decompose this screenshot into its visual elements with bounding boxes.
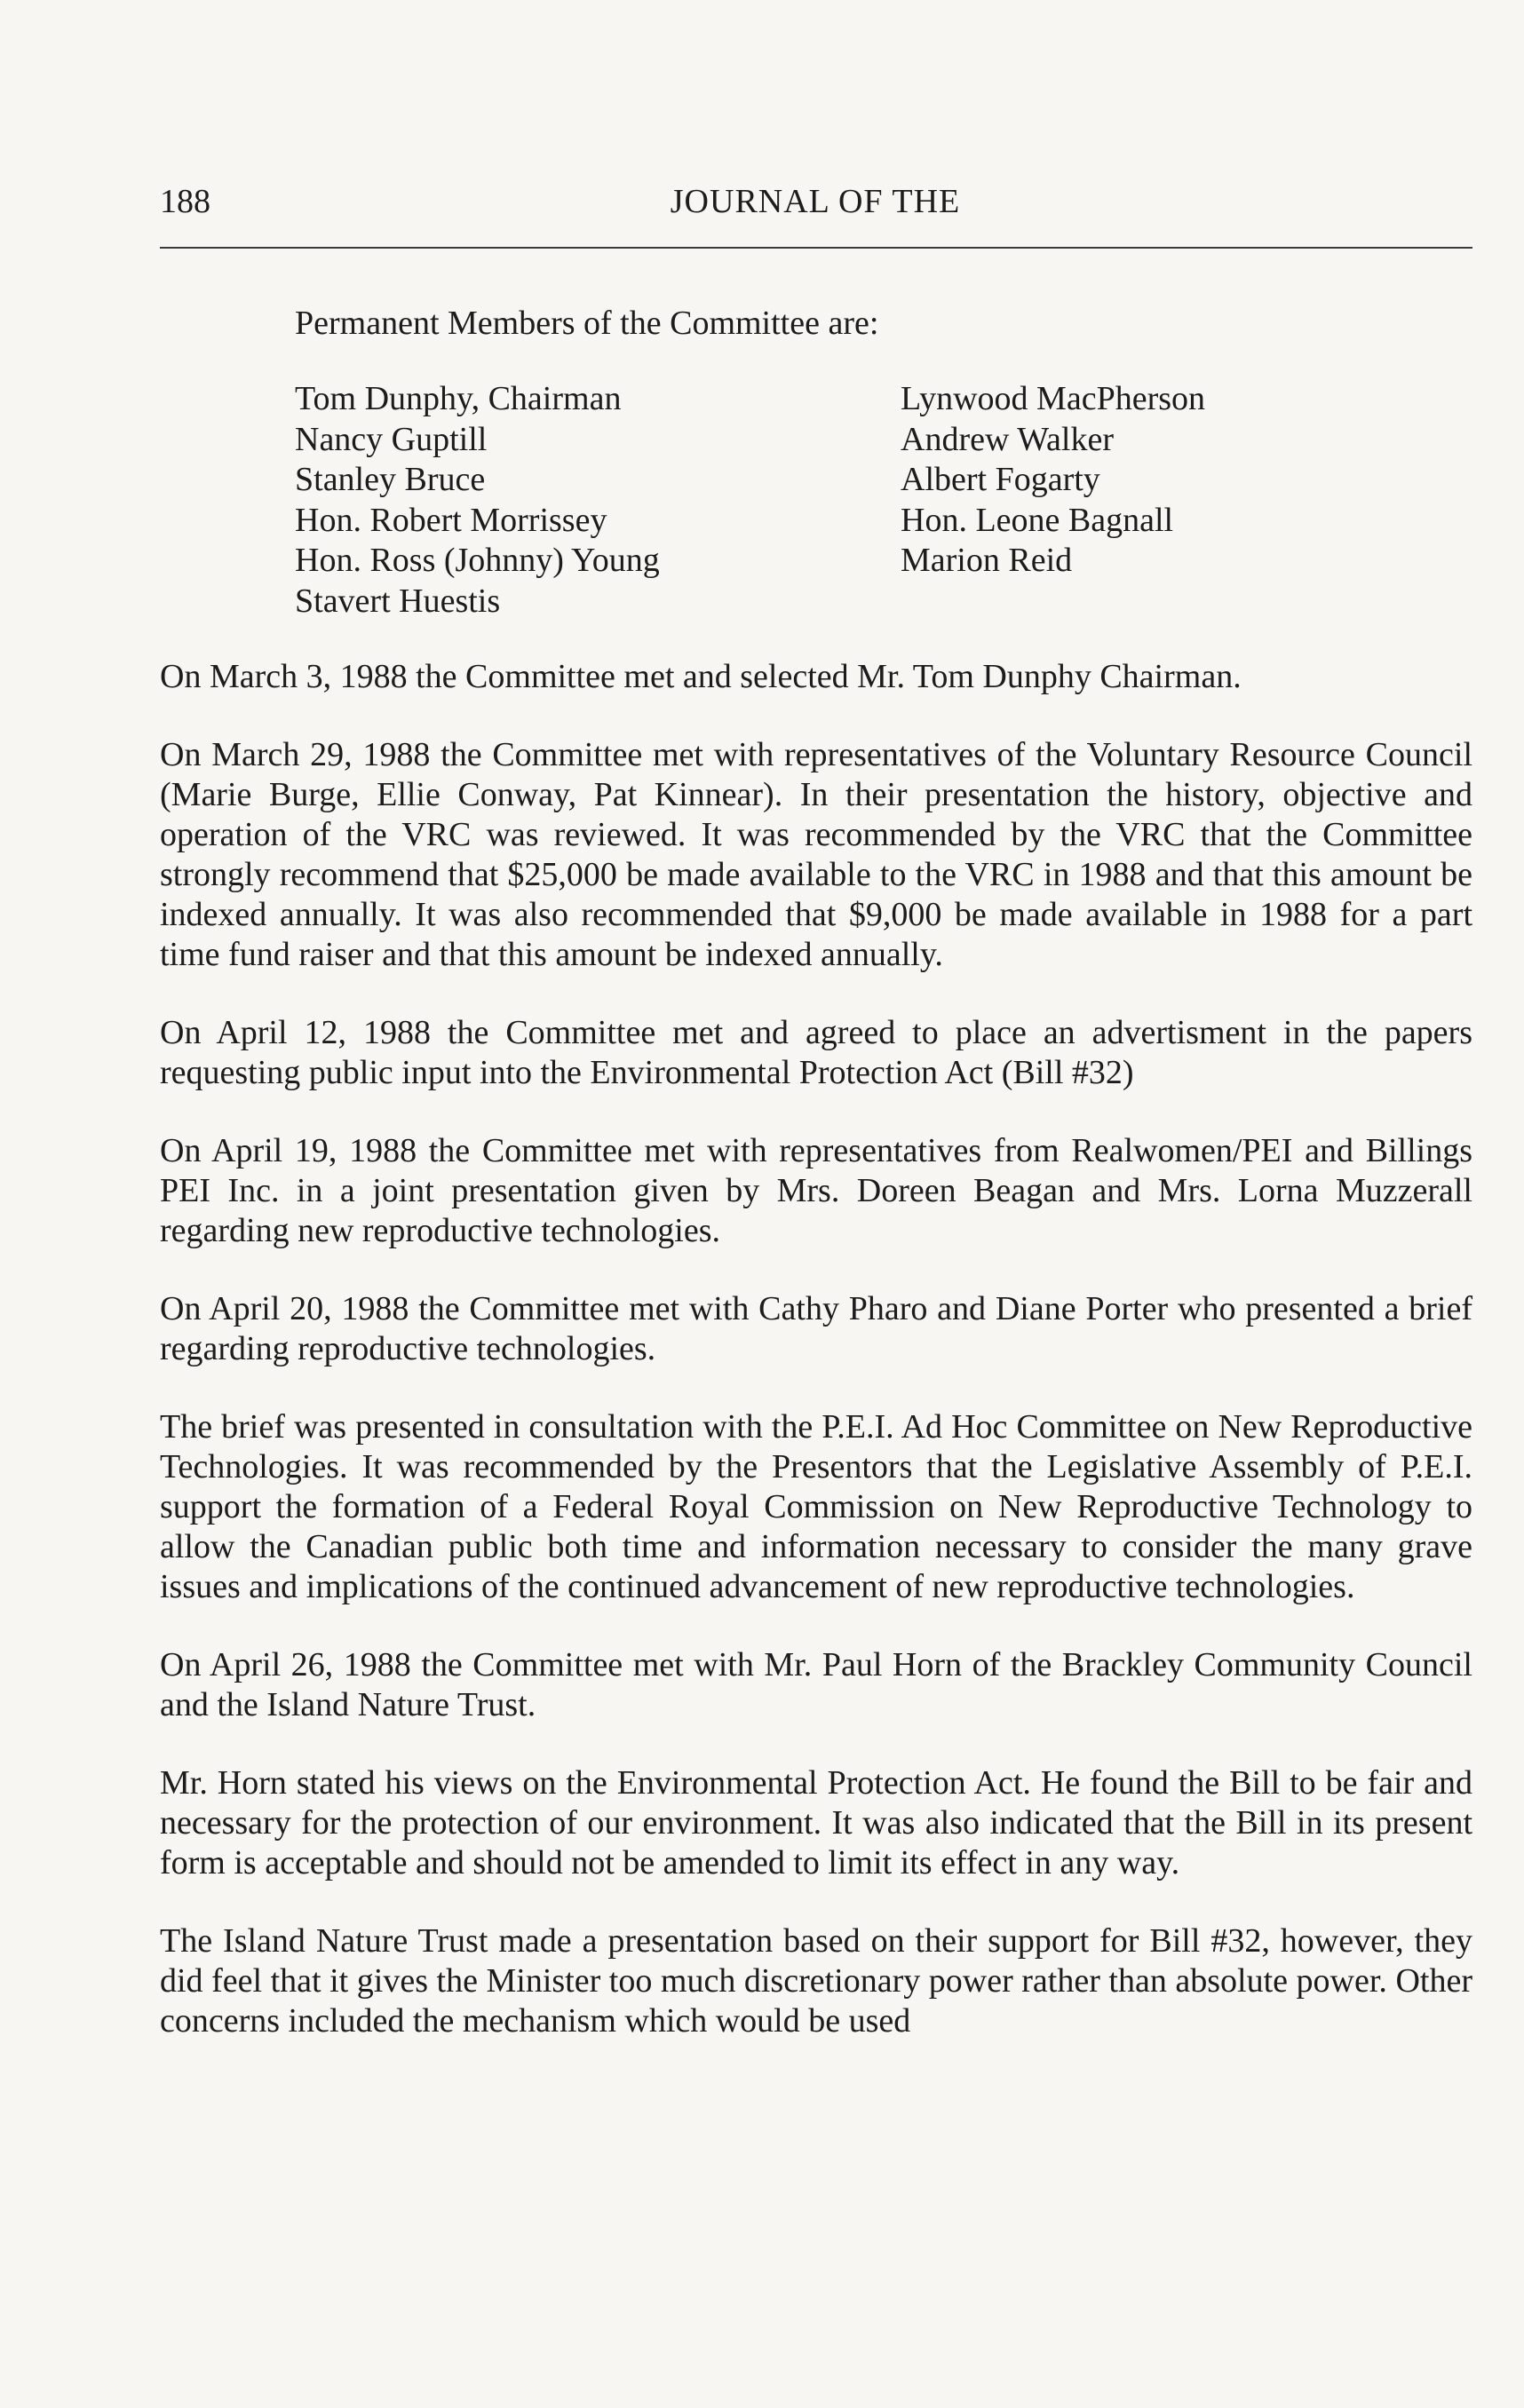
paragraph-island-nature-trust: The Island Nature Trust made a presentation based on their support for Bill #32, however, they did feel that it gives the Minister too much discretionary power rather than absolute power. Other concerns included the mechanism which would be used <box>160 1922 1472 2040</box>
members-list-left <box>295 379 660 622</box>
member-name: Hon. Leone Bagnall <box>901 501 1174 539</box>
member-name: Andrew Walker <box>901 420 1114 458</box>
members-list-right <box>901 379 1205 582</box>
committee-intro: Permanent Members of the Committee are: <box>295 305 879 342</box>
member-name: Marion Reid <box>901 542 1073 579</box>
paragraph-april-20: On April 20, 1988 the Committee met with Cathy Pharo and Diane Porter who presented a brief regarding reproductive technologies. <box>160 1290 1472 1367</box>
paragraph-brief: The brief was presented in consultation with the P.E.I. Ad Hoc Committee on New Reproductive Technologies. It was recommended by the Presentors that the Legislative Assembly of P.E.I. support the formation of a Federal Royal Commission on New Reproductive Technology to allow the Canadian public both time and information necessary to consider the many grave issues and implications of the continued advancement of new reproductive technologies. <box>160 1408 1472 1605</box>
paragraph-april-26: On April 26, 1988 the Committee met with Mr. Paul Horn of the Brackley Community Council and the Island Nature Trust. <box>160 1646 1472 1723</box>
paragraph-april-12: On April 12, 1988 the Committee met and agreed to place an advertisment in the papers requesting public input into the Environmental Protection Act (Bill #32) <box>160 1014 1472 1091</box>
running-head: JOURNAL OF THE <box>670 183 961 220</box>
paragraph-mr-horn: Mr. Horn stated his views on the Environmental Protection Act. He found the Bill to be fair and necessary for the protection of our environment. It was also indicated that the Bill in its present form is acceptable and should not be amended to limit its effect in any way. <box>160 1764 1472 1881</box>
member-name: Hon. Robert Morrissey <box>295 501 607 539</box>
member-name: Hon. Ross (Johnny) Young <box>295 542 660 579</box>
member-name: Lynwood MacPherson <box>901 380 1206 417</box>
paragraph-april-19: On April 19, 1988 the Committee met with representatives from Realwomen/PEI and Billings PEI Inc. in a joint presentation given by Mrs. Doreen Beagan and Mrs. Lorna Muzzerall regarding new reproductive technologies. <box>160 1132 1472 1249</box>
paragraph-march-3: On March 3, 1988 the Committee met and selected Mr. Tom Dunphy Chairman. <box>160 658 1242 695</box>
paragraph-march-29: On March 29, 1988 the Committee met with representatives of the Voluntary Resource Council (Marie Burge, Ellie Conway, Pat Kinnear). In their presentation the history, objective and operation of the VRC was reviewed. It was recommended by the VRC that the Committee strongly recommend that $25,000 be made available to the VRC in 1988 and that this amount be indexed annually. It was also recommended that $9,000 be made available in 1988 for a part time fund raiser and that this amount be indexed annually. <box>160 736 1472 973</box>
body-text <box>160 657 1472 2079</box>
member-name: Stanley Bruce <box>295 461 486 498</box>
member-name: Stavert Huestis <box>295 582 501 620</box>
member-name: Albert Fogarty <box>901 461 1100 498</box>
page-number: 188 <box>160 183 210 220</box>
member-name: Nancy Guptill <box>295 420 488 458</box>
member-name: Tom Dunphy, Chairman <box>295 380 622 417</box>
header-rule <box>160 247 1472 249</box>
